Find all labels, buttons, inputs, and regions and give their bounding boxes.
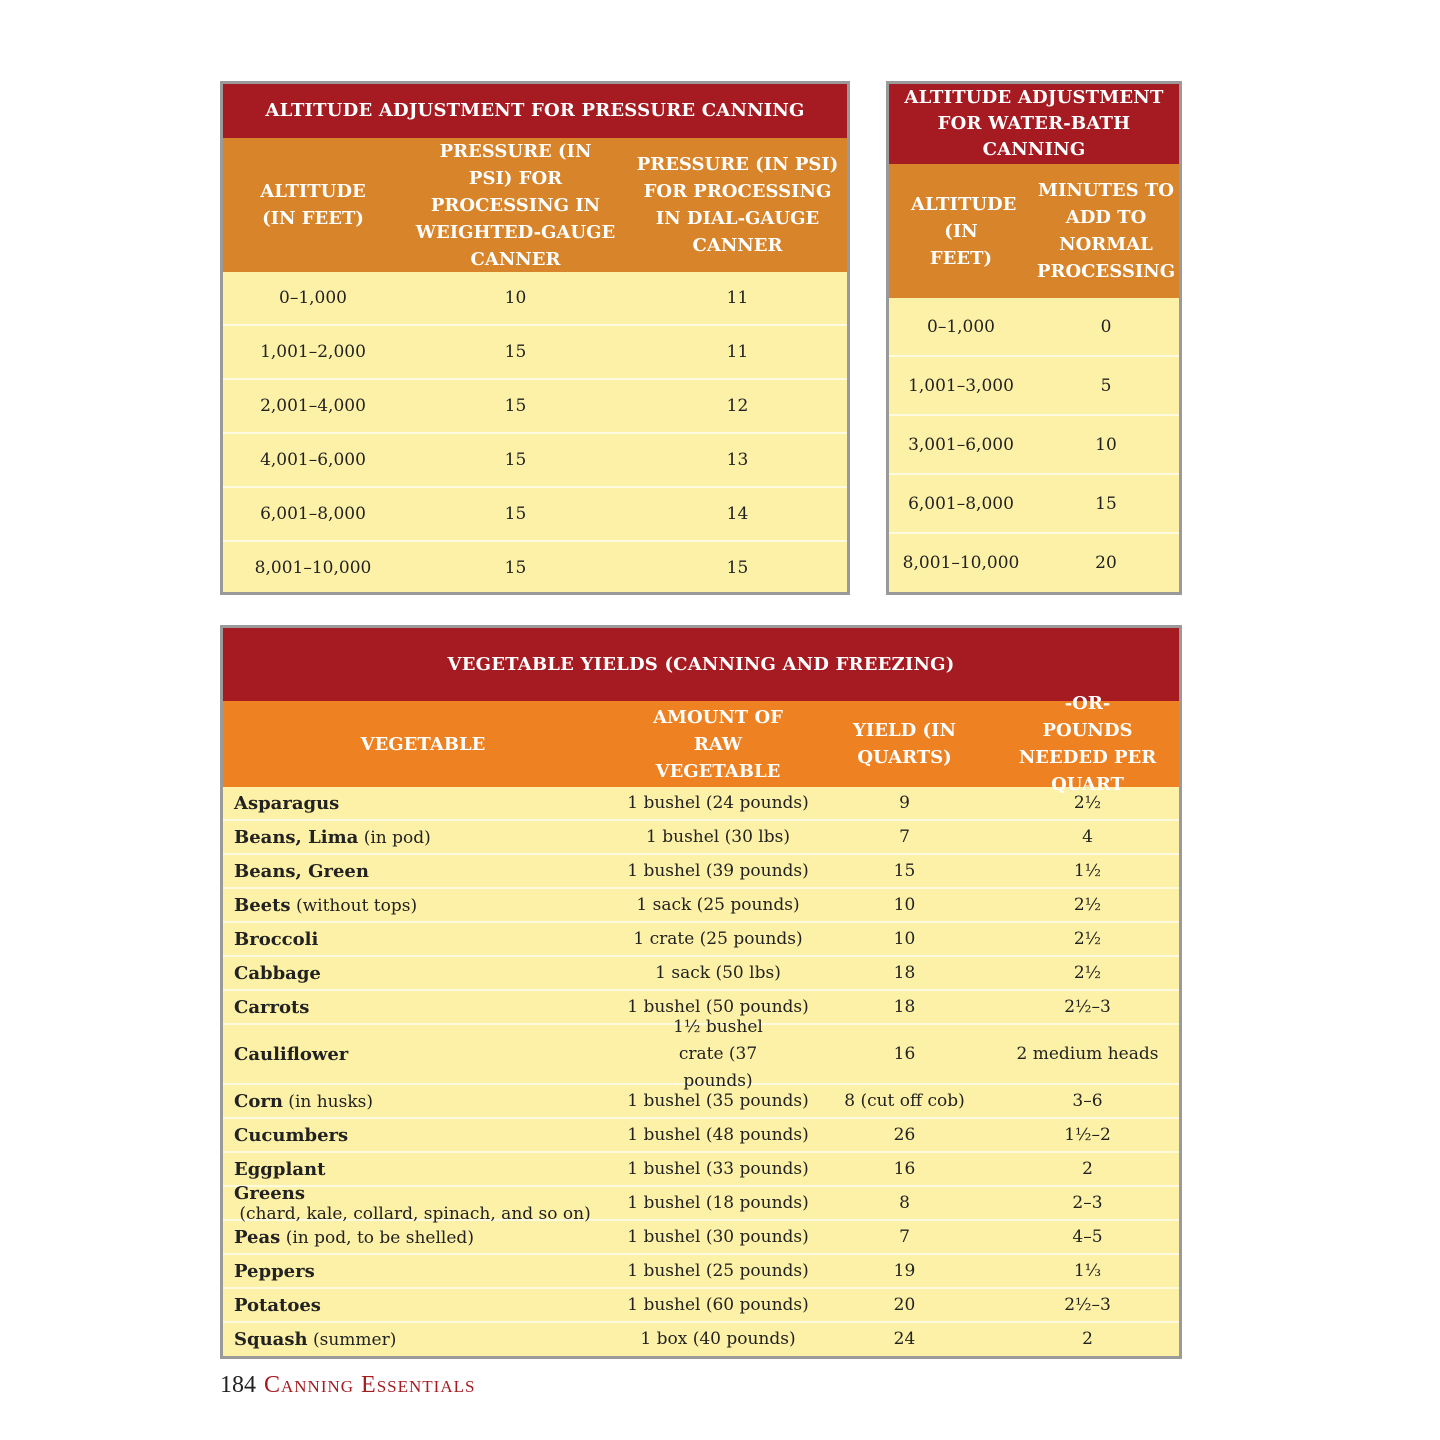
table-row	[889, 473, 1179, 532]
table-cell: 18	[893, 997, 916, 1017]
header-minutes: MINUTES TO ADD TO NORMAL PROCESSING	[1037, 180, 1176, 282]
vegetable-name: Asparagus	[234, 792, 340, 814]
vegetable-name-cell	[223, 997, 623, 1018]
vegetable-note: (in husks)	[282, 1091, 374, 1112]
table-cell: 26	[893, 1125, 916, 1145]
water-bath-table-body	[889, 298, 1179, 591]
water-bath-table-title	[889, 84, 1179, 164]
pressure-table-title: ALTITUDE ADJUSTMENT FOR PRESSURE CANNING	[223, 84, 847, 138]
vegetable-name: Beans, Green	[234, 860, 369, 882]
water-bath-title-line1: ALTITUDE ADJUSTMENT	[904, 87, 1164, 108]
vegetable-name: Beets	[234, 894, 291, 916]
table-row	[223, 378, 847, 432]
table-cell: 20	[893, 1295, 916, 1315]
table-cell: 2½–3	[1064, 1295, 1111, 1315]
table-row	[223, 955, 1179, 989]
table-cell: 2–3	[1072, 1193, 1103, 1213]
table-cell: 1 bushel (24 pounds)	[627, 793, 809, 813]
yield-table-title: VEGETABLE YIELDS (CANNING AND FREEZING)	[223, 628, 1179, 701]
vegetable-name-cell	[223, 1295, 623, 1316]
table-cell: 1 box (40 pounds)	[640, 1329, 796, 1349]
vegetable-name-cell	[223, 963, 623, 984]
table-cell: 8	[899, 1193, 910, 1213]
vegetable-name: Potatoes	[234, 1294, 321, 1316]
table-cell: 3,001–6,000	[908, 434, 1014, 455]
vegetable-name-cell	[223, 1044, 623, 1065]
table-cell: 15	[1095, 493, 1117, 514]
vegetable-name: Corn	[234, 1090, 283, 1112]
table-row	[223, 540, 847, 594]
table-cell: 13	[726, 450, 749, 470]
table-cell: 1⅓	[1073, 1261, 1102, 1281]
vegetable-name: Cabbage	[234, 962, 321, 984]
header-pounds: -OR- POUNDS NEEDED PER QUART	[1018, 693, 1157, 795]
vegetable-note: (summer)	[307, 1329, 397, 1350]
table-cell: 9	[899, 793, 910, 813]
table-cell: 2½–3	[1064, 997, 1111, 1017]
table-cell: 15	[504, 342, 527, 362]
water-bath-table	[886, 81, 1182, 595]
vegetable-name-cell	[223, 1125, 623, 1146]
table-cell: 4	[1082, 827, 1093, 847]
table-cell: 12	[726, 396, 749, 416]
vegetable-name-cell	[223, 793, 623, 814]
vegetable-name-cell	[223, 861, 623, 882]
header-altitude: ALTITUDE (IN FEET)	[911, 193, 1017, 269]
table-cell: 1,001–2,000	[260, 342, 366, 362]
water-bath-title-line2: FOR WATER-BATH CANNING	[937, 113, 1131, 160]
table-cell: 8,001–10,000	[254, 558, 372, 578]
table-cell: 1 bushel (48 pounds)	[627, 1125, 809, 1145]
vegetable-name-cell	[223, 1159, 623, 1180]
vegetable-note: (in pod, to be shelled)	[280, 1227, 474, 1248]
vegetable-note: (in pod)	[358, 827, 431, 848]
table-row	[223, 432, 847, 486]
table-cell: 1 bushel (30 lbs)	[646, 827, 790, 847]
table-cell: 1 sack (25 pounds)	[636, 895, 800, 915]
table-cell: 2	[1082, 1159, 1093, 1179]
pressure-table-body	[223, 272, 847, 594]
table-row	[223, 1253, 1179, 1287]
vegetable-name: Squash	[234, 1328, 308, 1350]
table-cell: 15	[504, 558, 527, 578]
table-cell: 24	[893, 1329, 916, 1349]
header-altitude: ALTITUDE (IN FEET)	[260, 181, 366, 229]
vegetable-name-cell	[223, 1261, 623, 1282]
vegetable-name: Carrots	[234, 996, 310, 1018]
table-cell: 4,001–6,000	[260, 450, 366, 470]
header-amount: AMOUNT OF RAW VEGETABLE	[653, 706, 783, 782]
table-cell: 1 bushel (33 pounds)	[627, 1159, 809, 1179]
table-cell: 0–1,000	[927, 316, 995, 337]
table-cell: 1½	[1073, 861, 1102, 881]
vegetable-name: Cauliflower	[234, 1043, 349, 1065]
table-cell: 1 bushel (35 pounds)	[627, 1091, 809, 1111]
table-cell: 2,001–4,000	[260, 396, 366, 416]
table-cell: 2½	[1073, 929, 1102, 949]
table-row	[223, 1016, 1179, 1091]
vegetable-name-cell	[223, 827, 623, 848]
table-cell: 15	[504, 504, 527, 524]
table-cell: 2	[1082, 1329, 1093, 1349]
table-row	[223, 921, 1179, 955]
table-cell: 10	[1095, 434, 1117, 455]
vegetable-name: Eggplant	[234, 1158, 326, 1180]
table-cell: 7	[899, 827, 910, 847]
table-row	[223, 324, 847, 378]
page-footer	[220, 1372, 475, 1399]
table-cell: 2 medium heads	[1016, 1044, 1159, 1064]
vegetable-name: Cucumbers	[234, 1124, 349, 1146]
table-row	[223, 1219, 1179, 1253]
page-number: 184	[220, 1372, 256, 1398]
vegetable-name: Greens	[234, 1182, 305, 1204]
vegetable-name-cell	[223, 1227, 623, 1248]
table-cell: 0	[1100, 316, 1112, 337]
table-cell: 1 bushel (18 pounds)	[627, 1193, 809, 1213]
table-row	[223, 1321, 1179, 1355]
chapter-title: Canning Essentials	[264, 1372, 476, 1398]
header-weighted-gauge: PRESSURE (IN PSI) FOR PROCESSING IN WEIGHTED-GAUGE CANNER	[415, 140, 616, 270]
header-yield: YIELD (IN QUARTS)	[853, 720, 956, 768]
table-cell: 2½	[1073, 895, 1102, 915]
table-row	[223, 1117, 1179, 1151]
table-cell: 1 bushel (39 pounds)	[627, 861, 809, 881]
table-cell: 15	[893, 861, 916, 881]
vegetable-note: (without tops)	[290, 895, 418, 916]
vegetable-name-cell	[223, 1329, 623, 1350]
table-cell: 19	[893, 1261, 916, 1281]
vegetable-name: Beans, Lima	[234, 826, 359, 848]
table-cell: 15	[504, 396, 527, 416]
table-cell: 1 bushel (25 pounds)	[627, 1261, 809, 1281]
vegetable-name: Peppers	[234, 1260, 315, 1282]
table-cell: 1 bushel (60 pounds)	[627, 1295, 809, 1315]
table-cell: 10	[893, 895, 916, 915]
table-row	[223, 887, 1179, 921]
vegetable-name-cell	[223, 1091, 623, 1112]
table-cell: 1½–2	[1064, 1125, 1111, 1145]
table-cell: 11	[726, 342, 749, 362]
table-cell: 8 (cut off cob)	[844, 1091, 965, 1111]
header-dial-gauge: PRESSURE (IN PSI) FOR PROCESSING IN DIAL-GAUGE CANNER	[636, 154, 839, 256]
table-row	[223, 853, 1179, 887]
table-cell: 11	[726, 288, 749, 308]
table-cell: 7	[899, 1227, 910, 1247]
pressure-table-header	[223, 138, 847, 272]
vegetable-name-cell	[223, 1183, 623, 1224]
table-row	[223, 486, 847, 540]
table-cell: 10	[893, 929, 916, 949]
water-bath-table-header	[889, 164, 1179, 298]
table-cell: 16	[893, 1159, 916, 1179]
vegetable-note: (chard, kale, collard, spinach, and so on)	[234, 1203, 591, 1224]
table-cell: 1 crate (25 pounds)	[633, 929, 803, 949]
table-row	[223, 272, 847, 324]
table-cell: 2½	[1073, 793, 1102, 813]
table-cell: 0–1,000	[279, 288, 347, 308]
table-cell: 4–5	[1072, 1227, 1103, 1247]
header-vegetable: VEGETABLE	[360, 733, 486, 755]
vegetable-name: Peas	[234, 1226, 281, 1248]
table-cell: 1,001–3,000	[908, 375, 1014, 396]
vegetable-yields-table	[220, 625, 1182, 1359]
vegetable-name-cell	[223, 929, 623, 950]
table-cell: 18	[893, 963, 916, 983]
vegetable-name: Broccoli	[234, 928, 319, 950]
table-row	[889, 355, 1179, 414]
table-cell: 5	[1100, 375, 1112, 396]
yield-table-body	[223, 787, 1179, 1355]
vegetable-name-cell	[223, 895, 623, 916]
table-cell: 6,001–8,000	[260, 504, 366, 524]
table-row	[889, 298, 1179, 355]
table-row	[889, 532, 1179, 591]
table-cell: 10	[504, 288, 527, 308]
table-cell: 15	[726, 558, 749, 578]
table-cell: 14	[726, 504, 749, 524]
yield-table-header	[223, 693, 1179, 795]
table-cell: 20	[1095, 552, 1117, 573]
table-cell: 1½ bushel crate (37 pounds)	[673, 1016, 763, 1091]
table-cell: 1 bushel (50 pounds)	[627, 997, 809, 1017]
pressure-canning-table	[220, 81, 850, 595]
table-cell: 15	[504, 450, 527, 470]
table-cell: 16	[893, 1044, 916, 1064]
table-cell: 8,001–10,000	[902, 552, 1020, 573]
table-cell: 1 sack (50 lbs)	[655, 963, 781, 983]
table-row	[889, 414, 1179, 473]
table-row	[223, 1182, 1179, 1224]
table-cell: 6,001–8,000	[908, 493, 1014, 514]
table-row	[223, 1287, 1179, 1321]
table-cell: 2½	[1073, 963, 1102, 983]
table-row	[223, 819, 1179, 853]
table-row	[223, 1151, 1179, 1185]
table-cell: 1 bushel (30 pounds)	[627, 1227, 809, 1247]
table-cell: 3–6	[1072, 1091, 1103, 1111]
